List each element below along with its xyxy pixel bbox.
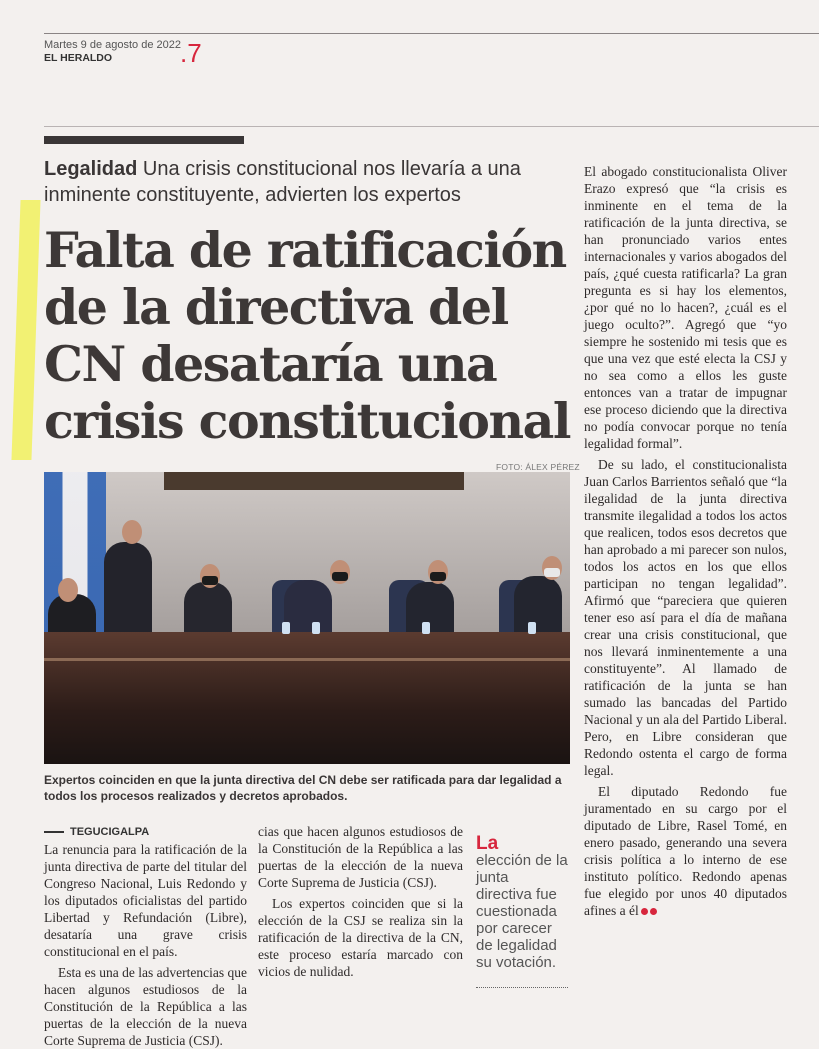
headline: Falta de ratificación de la directiva del CN desataría una crisis constitucional (44, 221, 570, 450)
header-rule-bottom (44, 126, 819, 127)
header-rule (44, 33, 819, 34)
body-paragraph: Esta es una de las advertencias que hacen algunos estudiosos de la Constitución de la República a las puertas de la elección de la nueva Corte Suprema de Justicia (CSJ). (44, 965, 247, 1048)
closing-text: El diputado Redondo fue juramentado en su cargo por el diputado de Libre, Rasel Tomé, en enero pasado, generando una severa crisis política a lo interno de ese instituto político. Redondo apenas fue elegido por unos 40 diputados afines a él (584, 784, 787, 918)
podium-desk (44, 632, 570, 764)
body-paragraph: Los expertos coinciden que si la elección de la CSJ se realiza sin la ratificación de la directiva de la CN, este proceso estaría marcado con vicios de nulidad. (258, 896, 463, 979)
end-mark-icon (641, 908, 648, 915)
body-column-2 (258, 823, 463, 1001)
microphone (312, 622, 320, 634)
face-mask (430, 572, 446, 581)
pull-quote-rule (476, 987, 568, 988)
face-mask (202, 576, 218, 585)
pull-quote-text: elección de la junta directiva fue cuestionada por carecer de legalidad su votación. (476, 852, 568, 971)
face-mask (332, 572, 348, 581)
person-head (58, 578, 78, 602)
photo-credit: FOTO: ÁLEX PÉREZ (496, 462, 580, 472)
pull-quote-lead: La (476, 833, 499, 854)
issue-date: Martes 9 de agosto de 2022 (44, 39, 181, 51)
pull-quote (476, 835, 568, 971)
body-paragraph-last (584, 783, 787, 919)
deck-text: Una crisis constitucional nos llevaría a una inminente constituyente, advierten los expertos (44, 158, 521, 206)
person-head (122, 520, 142, 544)
section-bar (44, 136, 244, 144)
page-number: .7 (180, 38, 202, 68)
body-column-3 (584, 163, 787, 998)
newspaper-name: EL HERALDO (44, 52, 113, 64)
wall-plaque (164, 472, 464, 490)
body-paragraph: La renuncia para la ratificación de la junta directiva de parte del titular del Congreso Nacional, Luis Redondo y los diputados oficialistas del partido Libertad y Refundación (Libre), desataría una grave crisis constitucional en el país. (44, 842, 247, 959)
kicker: Legalidad (44, 158, 138, 180)
desk-trim (44, 658, 570, 661)
person (104, 542, 152, 642)
end-mark-icon (650, 908, 657, 915)
article-photo (44, 472, 570, 764)
body-paragraph-continued: cias que hacen algunos estudiosos de la Constitución de la República a las puertas de la elección de la nueva Corte Suprema de Justicia (CSJ). (258, 824, 463, 890)
article-deck (44, 156, 564, 208)
face-mask (544, 568, 560, 577)
photo-caption: Expertos coinciden en que la junta directiva del CN debe ser ratificada para dar legalidad a todos los procesos realizados y decretos aprobados. (44, 773, 562, 803)
microphone (528, 622, 536, 634)
highlighter-mark (11, 200, 40, 460)
body-paragraph: El abogado constitucionalista Oliver Erazo expresó que “la crisis es inminente en el tema de la ratificación de la junta directiva, se han pronunciado varios entes internacionales y varios abogados del país, ¿qué cuesta ratificarla? La gran pregunta es si hay los elementos, ¿por qué no lo hacen?, ¿cuál es el juego oculto?”. Agregó que “yo siempre he sostenido mi tesis que es que una vez que esté electa la CSJ y no sea como a ellos les guste entonces van a tratar de impugnar ese proceso diciendo que la directiva no podía convocar porque no tenía legalidad formal”. (584, 164, 787, 451)
dateline: TEGUCIGALPA (44, 826, 149, 838)
body-column-1 (44, 841, 247, 1048)
microphone (282, 622, 290, 634)
microphone (422, 622, 430, 634)
body-paragraph: De su lado, el constitucionalista Juan Carlos Barrientos señaló que “la ilegalidad de la junta directiva transmite ilegalidad a todos los actos que realicen, todos esos decretos que han aprobado a mi parecer son nulos, todos los actos en los que ellos participan no tengan legalidad”. Afirmó que “pareciera que quieren tener eso así para el día de mañana crear una crisis constitucional, que nos llevará inminentemente a una constituyente”. Al llamado de ratificación de la junta se han sumado las bancadas del Partido Nacional y un ala del Partido Liberal. Pero, en Libre consideran que Redondo ostenta el cargo de forma legal. (584, 457, 787, 778)
